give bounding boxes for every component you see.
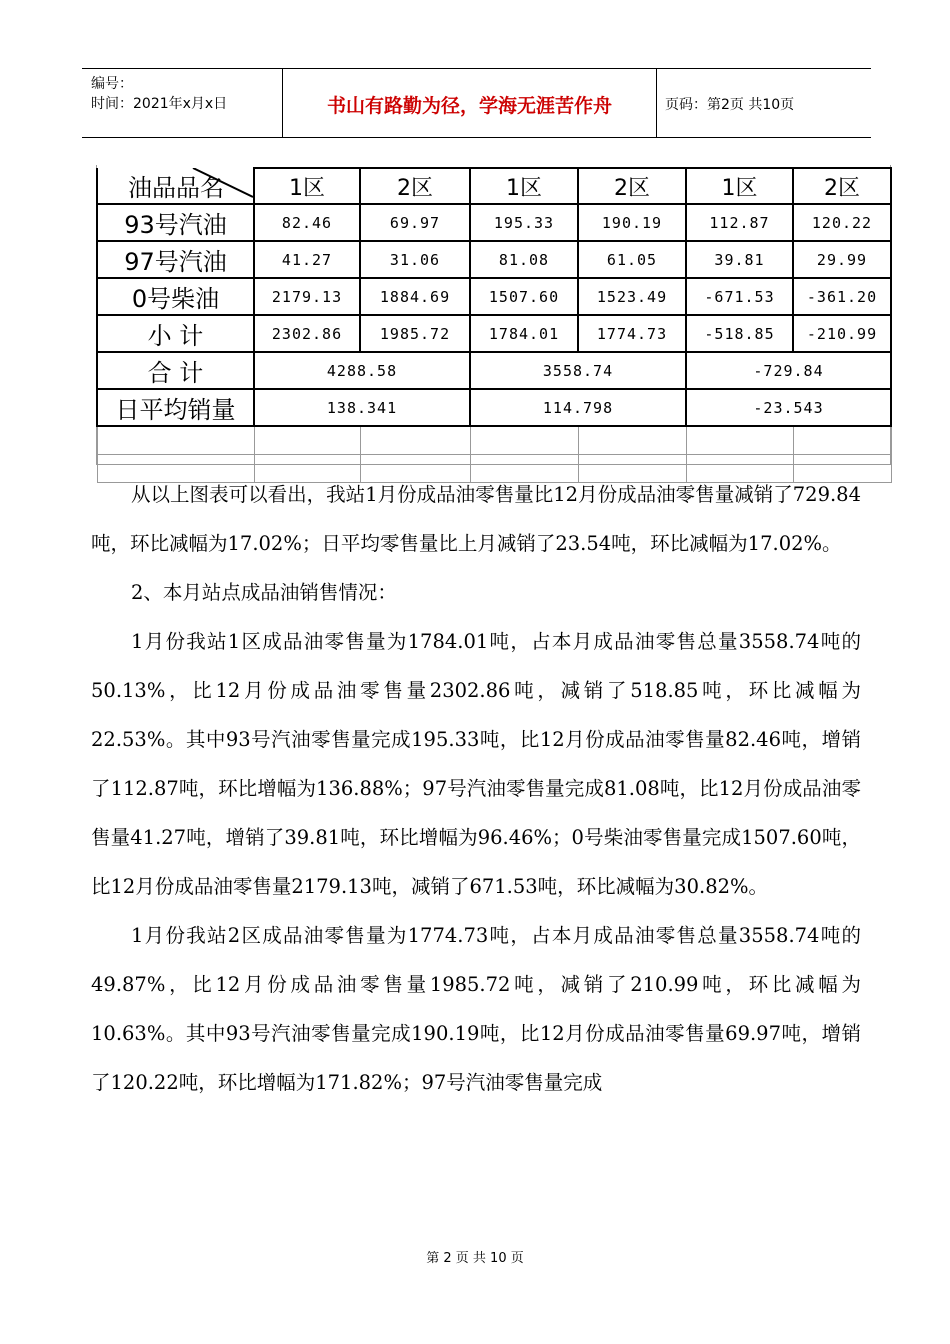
col-header: 2区	[578, 168, 686, 204]
row-label: 小 计	[97, 315, 254, 352]
table-cell: 195.33	[470, 204, 578, 241]
daily-row	[97, 389, 891, 426]
row-label: 0号柴油	[97, 278, 254, 315]
body-text	[91, 470, 861, 1107]
table-cell: 120.22	[793, 204, 891, 241]
table-cell: -729.84	[686, 352, 891, 389]
sales-table-figure	[96, 165, 891, 465]
table-cell: -210.99	[793, 315, 891, 352]
header-motto-cell	[282, 69, 657, 137]
table-cell: -671.53	[686, 278, 793, 315]
section-heading: 2、本月站点成品油销售情况：	[131, 581, 397, 604]
table-row	[97, 241, 891, 278]
table-cell: 1774.73	[578, 315, 686, 352]
empty-row	[97, 426, 891, 454]
sales-table	[96, 167, 892, 483]
table-cell: 1985.72	[360, 315, 470, 352]
table-cell: -361.20	[793, 278, 891, 315]
row-label: 合 计	[97, 352, 254, 389]
col-header: 1区	[470, 168, 578, 204]
table-cell: 69.97	[360, 204, 470, 241]
header-page-cell	[656, 69, 871, 137]
col-header: 1区	[254, 168, 360, 204]
table-cell: 61.05	[578, 241, 686, 278]
table-cell: 138.341	[254, 389, 470, 426]
table-cell: 29.99	[793, 241, 891, 278]
page-header	[82, 68, 871, 138]
table-cell: 82.46	[254, 204, 360, 241]
table-row	[97, 315, 891, 352]
motto: 书山有路勤为径，学海无涯苦作舟	[326, 95, 612, 117]
row-label: 日平均销量	[97, 389, 254, 426]
page-footer: 第 2 页 共 10 页	[426, 1251, 524, 1266]
paragraph: 1月份我站2区成品油零售量为1774.73吨，占本月成品油零售总量3558.74吨的49.87%，比12月份成品油零售量1985.72吨，减销了210.99吨，环比减幅为10.63%。其中93号汽油零售量完成190.19吨，比12月份成品油零售量69.97吨，增销了120.22吨，环比增幅为171.82%；97号汽油零售量完成	[91, 924, 861, 1094]
table-cell: 3558.74	[470, 352, 686, 389]
table-cell: 31.06	[360, 241, 470, 278]
table-row	[97, 278, 891, 315]
header-meta-cell	[82, 69, 282, 137]
row-label: 97号汽油	[97, 241, 254, 278]
col-header: 2区	[793, 168, 891, 204]
table-cell: -518.85	[686, 315, 793, 352]
table-cell: 1784.01	[470, 315, 578, 352]
table-cell: 112.87	[686, 204, 793, 241]
paragraph: 从以上图表可以看出，我站1月份成品油零售量比12月份成品油零售量减销了729.84吨，环比减幅为17.02%；日平均零售量比上月减销了23.54吨，环比减幅为17.02%。	[91, 483, 861, 555]
page-label: 页码：第2页 共10页	[665, 97, 795, 113]
time-label: 时间：2021年x月x日	[91, 96, 228, 112]
table-cell: 2302.86	[254, 315, 360, 352]
table-cell: 1507.60	[470, 278, 578, 315]
table-cell: 39.81	[686, 241, 793, 278]
table-cell: 4288.58	[254, 352, 470, 389]
table-cell: 114.798	[470, 389, 686, 426]
total-row	[97, 352, 891, 389]
table-cell: 190.19	[578, 204, 686, 241]
table-cell: -23.543	[686, 389, 891, 426]
corner-label: 油品品名	[128, 174, 224, 202]
table-cell: 1884.69	[360, 278, 470, 315]
table-cell: 2179.13	[254, 278, 360, 315]
paragraph: 1月份我站1区成品油零售量为1784.01吨，占本月成品油零售总量3558.74吨的50.13%，比12月份成品油零售量2302.86吨，减销了518.85吨，环比减幅为22.53%。其中93号汽油零售量完成195.33吨，比12月份成品油零售量82.46吨，增销了112.87吨，环比增幅为136.88%；97号汽油零售量完成81.08吨，比12月份成品油零售量41.27吨，增销了39.81吨，环比增幅为96.46%；0号柴油零售量完成1507.60吨，比12月份成品油零售量2179.13吨，减销了671.53吨，环比减幅为30.82%。	[91, 630, 861, 898]
row-label: 93号汽油	[97, 204, 254, 241]
table-cell: 81.08	[470, 241, 578, 278]
table-row	[97, 204, 891, 241]
table-header-row	[97, 168, 891, 204]
table-cell: 1523.49	[578, 278, 686, 315]
table-cell: 41.27	[254, 241, 360, 278]
corner-header-cell	[97, 168, 254, 204]
number-label: 编号：	[91, 76, 133, 92]
col-header: 1区	[686, 168, 793, 204]
col-header: 2区	[360, 168, 470, 204]
